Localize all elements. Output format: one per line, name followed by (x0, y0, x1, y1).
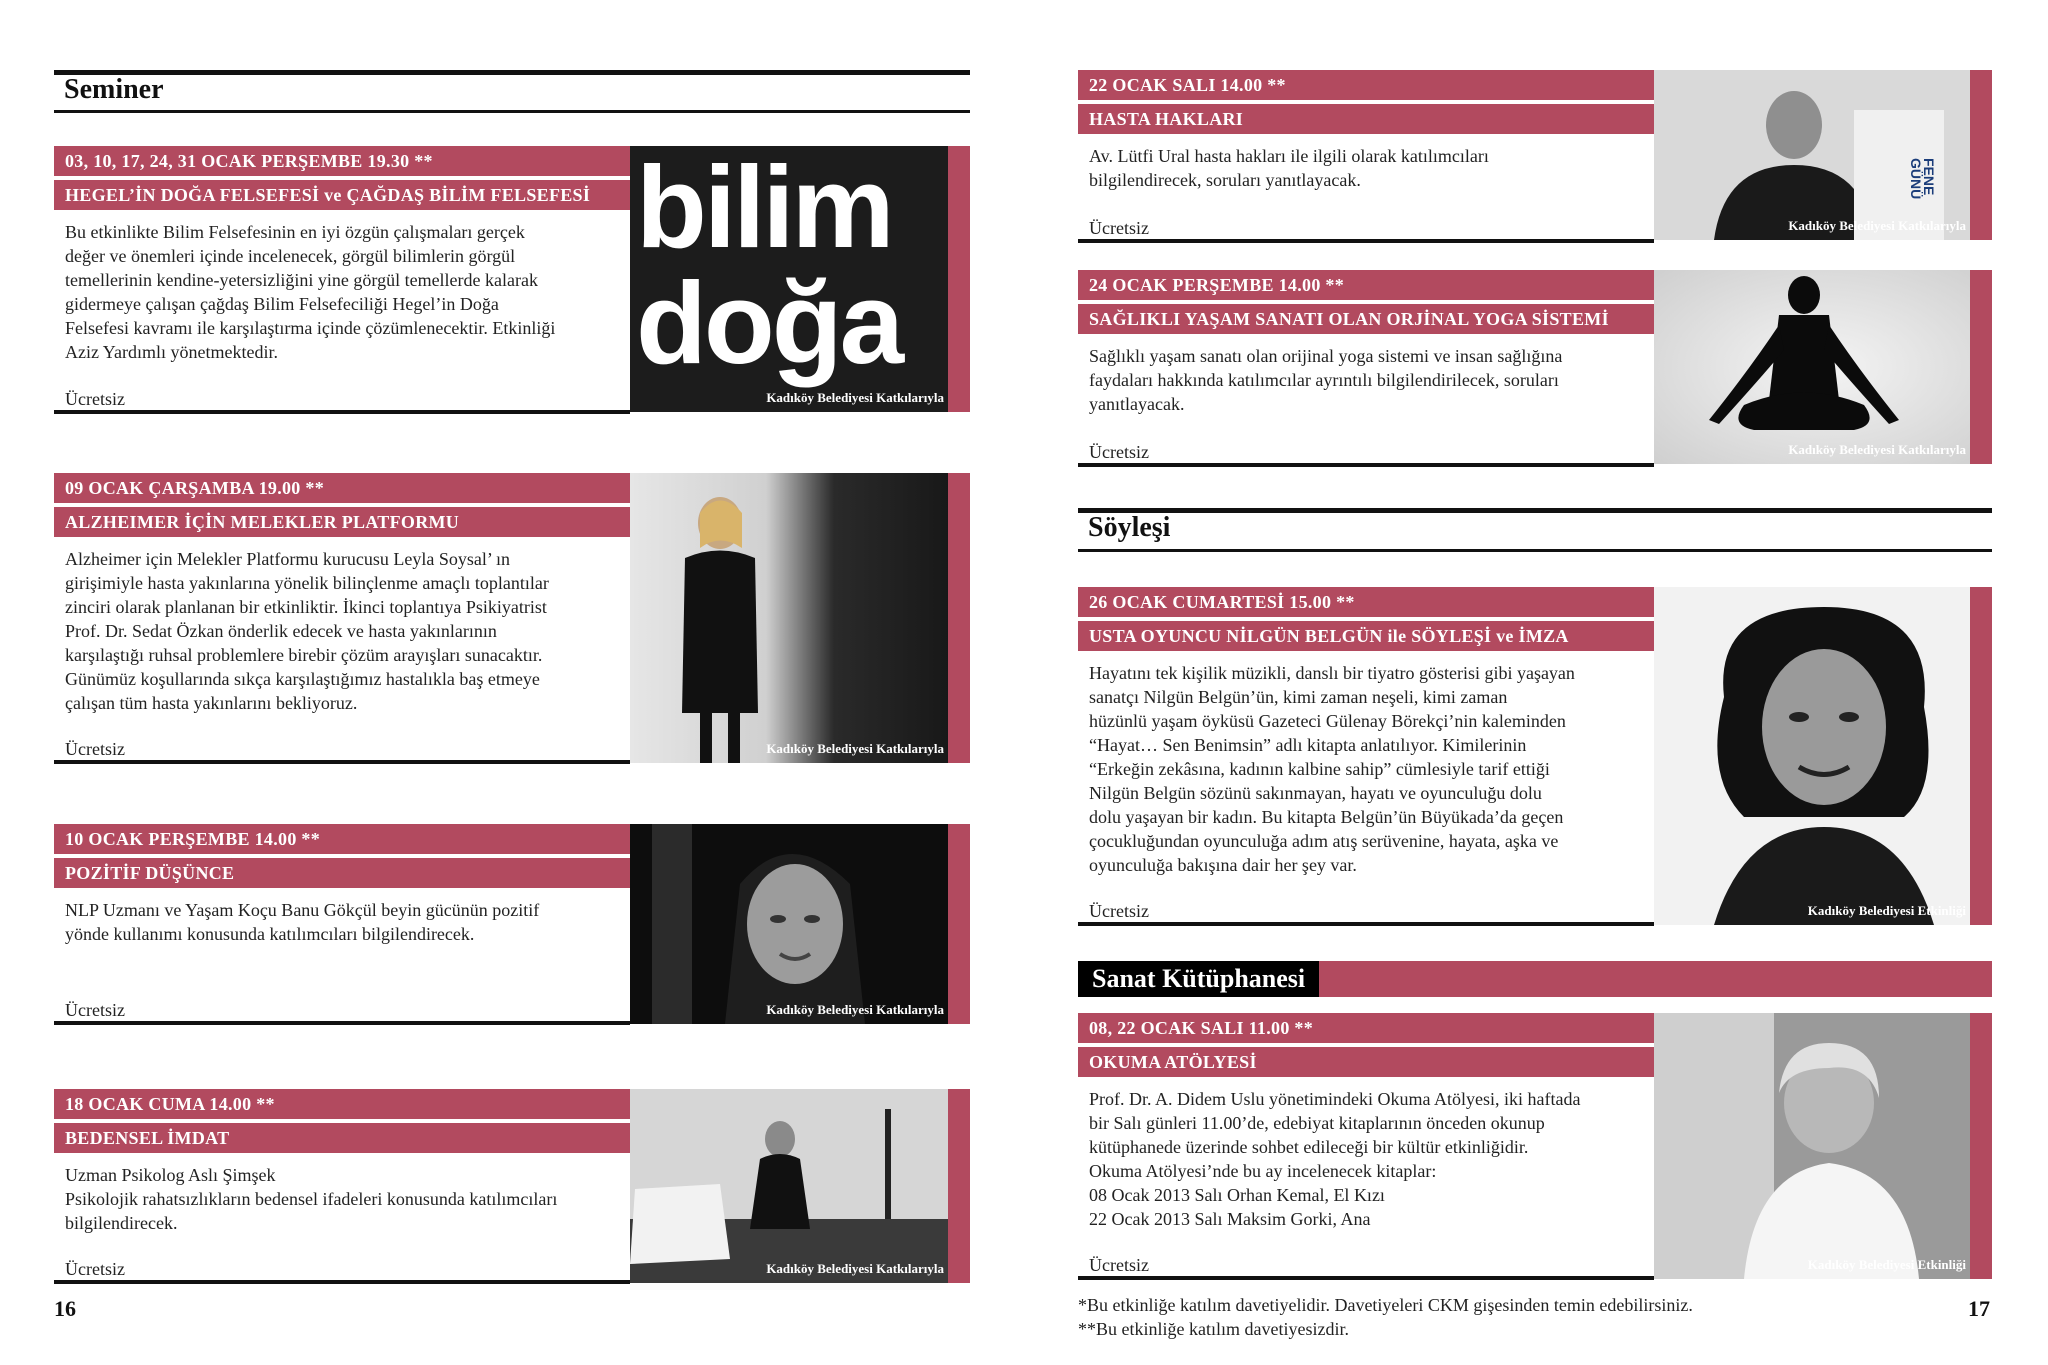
event-photo (630, 1089, 970, 1283)
section-top-rule (54, 70, 970, 75)
event-date: 08, 22 OCAK SALI 11.00 ** (1078, 1013, 1654, 1043)
photo-credit: Kadıköy Belediyesi Katkılarıyla (766, 1002, 944, 1017)
event-price: Ücretsiz (65, 1259, 125, 1279)
elderly-woman-icon (1654, 1013, 1992, 1279)
event-description: NLP Uzmanı ve Yaşam Koçu Banu Gökçül beyin gücünün pozitif yönde kullanımı konusunda katılımcıları bilgilendirecek. (65, 900, 540, 944)
event-yoga (1078, 270, 1992, 470)
photo-credit: Kadıköy Belediyesi Katkılarıyla (1788, 218, 1966, 233)
footnotes (1078, 1293, 1978, 1341)
right-page (1020, 0, 2048, 1365)
event-baseline (1078, 922, 1654, 926)
woman-curly-hair-icon (1654, 587, 1992, 925)
section-title-soylesi: Söyleşi (1088, 512, 1171, 543)
event-date: 03, 10, 17, 24, 31 OCAK PERŞEMBE 19.30 ** (54, 146, 630, 176)
event-nilgun-belgun (1078, 587, 1992, 927)
event-baseline (1078, 1276, 1654, 1280)
event-description: Hayatını tek kişilik müzikli, danslı bir tiyatro gösterisi gibi yaşayan sanatçı Nilgün Belgün’ün, kimi zaman neşeli, kimi zaman hüzünlü yaşam öyküsü Gazeteci Gülenay Börekçi’nin kaleminden “Hayat… Sen Benimsin” adlı kitapta anlatılıyor. Kimilerinin “Erkeğin zekâsına, kadının kalbine sahip” cümlesiyle tarif ettiği Nilgün Belgün sözünü sakınmayan, hayatı ve oyunculuğu dolu dolu yaşayan bir kadın. Bu kitapta Belgün’ün Büyükada’da geçen çocukluğundan oyunculuğa adım atış serüvenine, hayata, aşka ve oyunculuğa bakışına dair her şey var. (1089, 663, 1575, 875)
photo-credit: Kadıköy Belediyesi Katkılarıyla (1788, 442, 1966, 457)
event-price: Ücretsiz (1089, 442, 1149, 462)
event-baseline (1078, 463, 1654, 467)
event-date: 09 OCAK ÇARŞAMBA 19.00 ** (54, 473, 630, 503)
event-title: SAĞLIKLI YAŞAM SANATI OLAN ORJİNAL YOGA SİSTEMİ (1078, 304, 1654, 334)
photo-accent-strip (1970, 270, 1992, 464)
event-photo (1654, 1013, 1992, 1279)
event-description: Av. Lütfi Ural hasta hakları ile ilgili olarak katılımcıları bilgilendirecek, soruları yanıtlayacak. (1089, 146, 1489, 190)
photo-accent-strip (948, 824, 970, 1024)
banner-word-2: GÜNÜ (1908, 158, 1924, 200)
event-title: HASTA HAKLARI (1078, 104, 1654, 134)
event-photo (630, 473, 970, 763)
event-price: Ücretsiz (1089, 218, 1149, 238)
event-photo (1654, 587, 1992, 925)
event-price: Ücretsiz (1089, 901, 1149, 921)
footnote-free: **Bu etkinliğe katılım davetiyesizdir. (1078, 1319, 1349, 1339)
event-date: 26 OCAK CUMARTESİ 15.00 ** (1078, 587, 1654, 617)
event-bedensel (54, 1089, 970, 1289)
page-number-right: 17 (1968, 1296, 1990, 1321)
left-page (0, 0, 1020, 1365)
event-date: 22 OCAK SALI 14.00 ** (1078, 70, 1654, 100)
doga-image-word: doğa (636, 258, 902, 388)
photo-accent-strip (1970, 70, 1992, 240)
event-hasta-haklari (1078, 70, 1992, 245)
event-description: Alzheimer için Melekler Platformu kurucusu Leyla Soysal’ ın girişimiyle hasta yakınlarına yönelik bilinçlenme amaçlı toplantılar zinciri olarak planlanan bir etkinliktir. İkinci toplantıya Psikiyatrist Prof. Dr. Sedat Özkan önderlik edecek ve hasta yakınlarının karşılaştığı ruhsal problemlere birebir çözüm arayışları sunacaktır. Günümüz koşullarında sıkça karşılaştığımız hastalıkla baş etmeye çalışan tüm hasta yakınlarını bekliyoruz. (65, 549, 549, 713)
event-baseline (54, 760, 630, 764)
event-description: Uzman Psikolog Aslı Şimşek Psikolojik rahatsızlıkların bedensel ifadeleri konusunda katılımcıları bilgilendirecek. (65, 1165, 558, 1233)
event-description: Prof. Dr. A. Didem Uslu yönetimindeki Okuma Atölyesi, iki haftada bir Salı günleri 11.00’de, edebiyat kitaplarının önceden okunup kütüphanede üzerinde sohbet edileceği bir kültür etkinliğidir. Okuma Atölyesi’nde bu ay incelenecek kitaplar: 08 Ocak 2013 Salı Orhan Kemal, El Kızı 22 Ocak 2013 Salı Maksim Gorki, Ana (1089, 1089, 1581, 1229)
yoga-silhouette-icon (1654, 270, 1992, 464)
woman-figure-icon (630, 473, 970, 763)
photo-accent-strip (948, 146, 970, 412)
photo-credit: Kadıköy Belediyesi Katkılarıyla (766, 1261, 944, 1276)
event-pozitif (54, 824, 970, 1034)
woman-seated-icon (630, 1089, 970, 1283)
event-title: USTA OYUNCU NİLGÜN BELGÜN ile SÖYLEŞİ ve İMZA (1078, 621, 1654, 651)
event-title: ALZHEIMER İÇİN MELEKLER PLATFORMU (54, 507, 630, 537)
photo-credit: Kadıköy Belediyesi Katkılarıyla (766, 390, 944, 405)
event-baseline (54, 1280, 630, 1284)
event-photo (1654, 70, 1992, 240)
event-photo (630, 824, 970, 1024)
event-alzheimer (54, 473, 970, 765)
photo-accent-strip (1970, 1013, 1992, 1279)
event-photo (1654, 270, 1992, 464)
event-baseline (54, 410, 630, 414)
banner-word-1: FENE (1921, 158, 1937, 196)
photo-credit: Kadıköy Belediyesi Etkinliği (1807, 903, 1966, 918)
event-price: Ücretsiz (1089, 1255, 1149, 1275)
event-baseline (1078, 239, 1654, 243)
page-number-left: 16 (54, 1296, 76, 1321)
section-title-seminer: Seminer (64, 74, 164, 105)
event-title: BEDENSEL İMDAT (54, 1123, 630, 1153)
photo-credit: Kadıköy Belediyesi Etkinliği (1807, 1257, 1966, 1272)
photo-accent-strip (1970, 587, 1992, 925)
section-bottom-rule (1078, 549, 1992, 552)
section-bottom-rule (54, 110, 970, 113)
event-baseline (54, 1021, 630, 1025)
section-title-sanat-kutuphanesi: Sanat Kütüphanesi (1078, 961, 1319, 997)
bilim-image-word: bilim (636, 146, 892, 272)
footnote-invitation: *Bu etkinliğe katılım davetiyelidir. Davetiyeleri CKM gişesinden temin edebilirsiniz. (1078, 1295, 1693, 1315)
event-price: Ücretsiz (65, 389, 125, 409)
photo-accent-strip (948, 473, 970, 763)
event-description: Sağlıklı yaşam sanatı olan orijinal yoga sistemi ve insan sağlığına faydaları hakkında katılımcılar ayrıntılı bilgilendirilecek, soruları yanıtlayacak. (1089, 346, 1563, 414)
section-top-rule (1078, 508, 1992, 513)
event-description: Bu etkinlikte Bilim Felsefesinin en iyi özgün çalışmaları gerçek değer ve önemleri içinde incelenecek, görgül bilimlerin görgül temellerinin kendine-yetersizliğini yine görgül temellerde kalarak gidermeye çalışan çağdaş Bilim Felsefeciliği Hegel’in Doğa Felsefesi kavramı ile karşılaştırma içinde çözümlenecektir. Etkinliği Aziz Yardımlı yönetmektedir. (65, 222, 556, 362)
event-photo (630, 146, 970, 412)
man-speaker-icon (1654, 70, 1992, 240)
woman-portrait-icon (630, 824, 970, 1024)
event-date: 10 OCAK PERŞEMBE 14.00 ** (54, 824, 630, 854)
photo-accent-strip (948, 1089, 970, 1283)
event-hegel (54, 146, 970, 416)
event-date: 24 OCAK PERŞEMBE 14.00 ** (1078, 270, 1654, 300)
event-title: OKUMA ATÖLYESİ (1078, 1047, 1654, 1077)
event-okuma-atolyesi (1078, 1013, 1992, 1293)
photo-credit: Kadıköy Belediyesi Katkılarıyla (766, 741, 944, 756)
event-title: POZİTİF DÜŞÜNCE (54, 858, 630, 888)
event-price: Ücretsiz (65, 1000, 125, 1020)
event-date: 18 OCAK CUMA 14.00 ** (54, 1089, 630, 1119)
event-title: HEGEL’İN DOĞA FELSEFESİ ve ÇAĞDAŞ BİLİM FELSEFESİ (54, 180, 630, 210)
event-price: Ücretsiz (65, 739, 125, 759)
